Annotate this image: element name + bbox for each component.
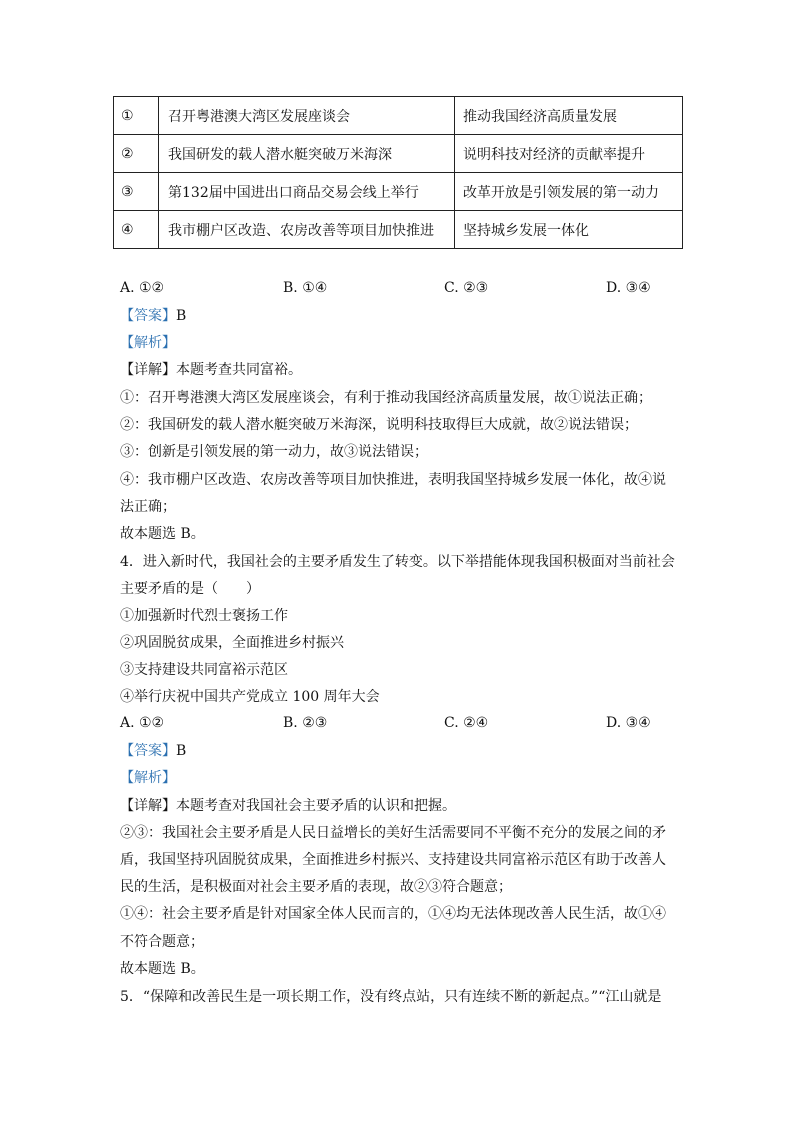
- detail-intro: 本题考查对我国社会主要矛盾的认识和把握。: [176, 798, 456, 814]
- q4-item: ④举行庆祝中国共产党成立 100 周年大会: [120, 689, 380, 705]
- q3-answer: [120, 305, 186, 325]
- q4-line: ①④：社会主要矛盾是针对国家全体人民而言的，①④均无法体现改善人民生活，故①④: [120, 906, 666, 922]
- row-number: ③: [114, 173, 159, 211]
- option-d: D. ③④: [606, 280, 651, 296]
- answer-value: B: [176, 308, 187, 324]
- q4-answer: [120, 740, 186, 760]
- row-event: 召开粤港澳大湾区发展座谈会: [159, 97, 455, 135]
- option-a: A. ①②: [120, 715, 165, 731]
- row-number: ④: [114, 211, 159, 249]
- q4-stem: 主要矛盾的是（ ）: [120, 581, 260, 597]
- q4-detail: [120, 795, 456, 815]
- answer-tag: 【答案】: [120, 308, 176, 324]
- table-row: [114, 173, 683, 211]
- q4-item: ①加强新时代烈士褒扬工作: [120, 608, 288, 624]
- q4-line: 故本题选 B。: [120, 961, 205, 977]
- q3-line: ④：我市棚户区改造、农房改善等项目加快推进，表明我国坚持城乡发展一体化，故④说: [120, 472, 666, 488]
- option-d: D. ③④: [606, 715, 651, 731]
- q4-line: 盾，我国坚持巩固脱贫成果，全面推进乡村振兴、支持建设共同富裕示范区有助于改善人: [120, 852, 666, 868]
- q3-line: ③：创新是引领发展的第一动力，故③说法错误；: [120, 444, 428, 460]
- q3-detail: [120, 359, 302, 379]
- option-c: C. ②③: [444, 280, 489, 296]
- q4-line: 不符合题意；: [120, 934, 204, 950]
- q4-analysis-tag: 【解析】: [120, 770, 176, 786]
- q3-line: ①：召开粤港澳大湾区发展座谈会，有利于推动我国经济高质量发展，故①说法正确；: [120, 390, 652, 406]
- q4-item: ③支持建设共同富裕示范区: [120, 662, 288, 678]
- row-meaning: 推动我国经济高质量发展: [455, 97, 683, 135]
- detail-tag: 【详解】: [120, 798, 176, 814]
- q3-line: 法正确；: [120, 499, 176, 515]
- table-row: [114, 97, 683, 135]
- detail-intro: 本题考查共同富裕。: [176, 362, 302, 378]
- option-c: C. ②④: [444, 715, 489, 731]
- row-meaning: 说明科技对经济的贡献率提升: [455, 135, 683, 173]
- q4-item: ②巩固脱贫成果，全面推进乡村振兴: [120, 635, 344, 651]
- table-row: [114, 211, 683, 249]
- detail-tag: 【详解】: [120, 362, 176, 378]
- q4-options: [120, 715, 680, 735]
- q4-stem: 4．进入新时代，我国社会的主要矛盾发生了转变。以下举措能体现我国积极面对当前社会: [120, 554, 675, 570]
- row-meaning: 坚持城乡发展一体化: [455, 211, 683, 249]
- q3-analysis-tag: 【解析】: [120, 335, 176, 351]
- q3-options: [120, 280, 680, 300]
- row-event: 我市棚户区改造、农房改善等项目加快推进: [159, 211, 455, 249]
- events-table: [113, 96, 683, 249]
- answer-tag: 【答案】: [120, 743, 176, 759]
- row-meaning: 改革开放是引领发展的第一动力: [455, 173, 683, 211]
- option-a: A. ①②: [120, 280, 165, 296]
- table-row: [114, 135, 683, 173]
- q4-line: ②③：我国社会主要矛盾是人民日益增长的美好生活需要同不平衡不充分的发展之间的矛: [120, 825, 666, 841]
- q4-line: 民的生活，是积极面对社会主要矛盾的表现，故②③符合题意；: [120, 879, 512, 895]
- q5-stem: 5．“保障和改善民生是一项长期工作，没有终点站，只有连续不断的新起点。”“江山就是: [120, 989, 662, 1005]
- answer-value: B: [176, 743, 187, 759]
- row-number: ②: [114, 135, 159, 173]
- option-b: B. ①④: [283, 280, 328, 296]
- q3-line: ②：我国研发的载人潜水艇突破万米海深，说明科技取得巨大成就，故②说法错误；: [120, 417, 638, 433]
- option-b: B. ②③: [283, 715, 328, 731]
- row-event: 我国研发的载人潜水艇突破万米海深: [159, 135, 455, 173]
- q3-line: 故本题选 B。: [120, 526, 205, 542]
- row-number: ①: [114, 97, 159, 135]
- row-event: 第132届中国进出口商品交易会线上举行: [159, 173, 455, 211]
